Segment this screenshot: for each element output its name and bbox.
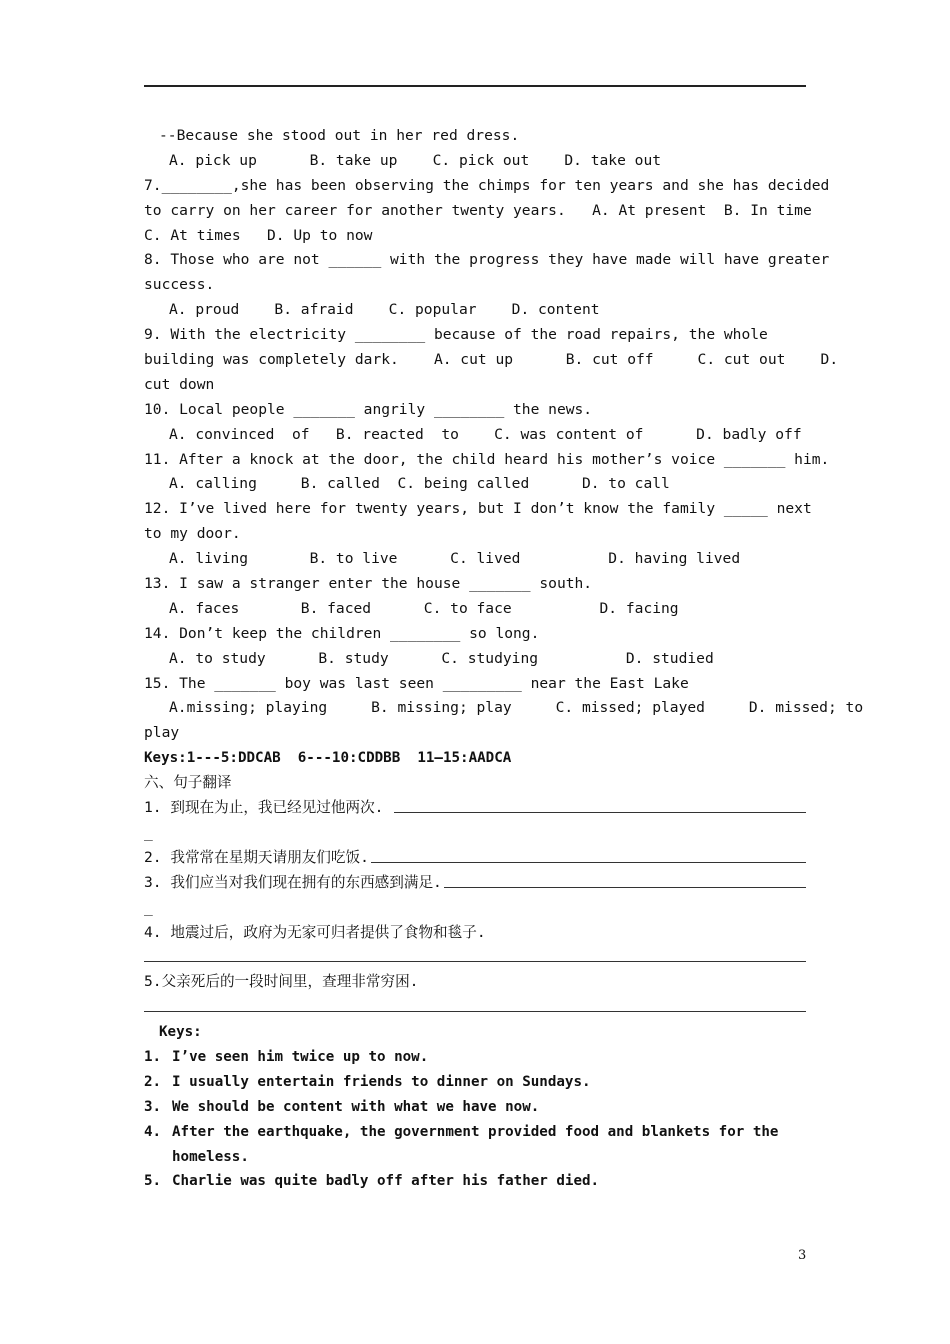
question-12-line: 12. I’ve lived here for twenty years, but I don’t know the family _____ next: [144, 500, 812, 518]
section-title: 六、句子翻译: [144, 774, 232, 792]
answer-text: homeless.: [172, 1148, 249, 1165]
question-12-options: A. living B. to live C. lived D. having lived: [169, 550, 741, 568]
question-15-options-wrap: play: [144, 724, 180, 742]
question-6-answer-line: --Because she stood out in her red dress.: [159, 127, 520, 144]
answer-blank[interactable]: [394, 796, 806, 813]
header-rule: [144, 85, 806, 87]
question-9-line: 9. With the electricity ________ because of the road repairs, the whole: [144, 326, 768, 344]
answer-blank-overflow: _: [144, 823, 153, 841]
translation-item-3: [144, 871, 806, 896]
answer-key-item-continued: [144, 1145, 806, 1170]
translation-item-5: 5.父亲死后的一段时间里，查理非常穷困.: [144, 973, 419, 991]
answer-key-item: [144, 1095, 806, 1120]
answer-number: 2.: [144, 1073, 162, 1090]
question-7-line: to carry on her career for another twenty years. A. At present B. In time: [144, 201, 812, 219]
answer-blank[interactable]: [144, 945, 806, 970]
question-6-options: A. pick up B. take up C. pick out D. take out: [169, 151, 662, 169]
translation-item-2: [144, 846, 806, 871]
multiple-choice-keys: Keys:1---5:DDCAB 6---10:CDDBB 11—15:AADCA: [144, 750, 512, 767]
question-8-line: success.: [144, 276, 215, 294]
question-9-line: building was completely dark. A. cut up B. cut off C. cut out D.: [144, 351, 839, 369]
answer-text: I usually entertain friends to dinner on Sundays.: [172, 1073, 591, 1090]
answer-blank[interactable]: [444, 871, 806, 888]
translation-prompt: 2. 我常常在星期天请朋友们吃饭.: [144, 848, 369, 866]
page-number: 3: [798, 1248, 807, 1263]
answer-text: We should be content with what we have now.: [172, 1098, 540, 1115]
answer-key-item: [144, 1045, 806, 1070]
answer-key-item: [144, 1070, 806, 1095]
answer-number: 5.: [144, 1173, 162, 1190]
question-8-options: A. proud B. afraid C. popular D. content: [169, 301, 600, 319]
answer-text: Charlie was quite badly off after his father died.: [172, 1173, 600, 1190]
question-9-line: cut down: [144, 375, 215, 393]
answer-number: 1.: [144, 1048, 162, 1065]
answer-key-item: [144, 1169, 806, 1194]
question-14-options: A. to study B. study C. studying D. studied: [169, 649, 714, 667]
answer-text: After the earthquake, the government provided food and blankets for the: [172, 1123, 779, 1140]
translation-prompt: 1. 到现在为止，我已经见过他两次.: [144, 799, 393, 817]
answer-key-item: [144, 1120, 806, 1145]
translation-item-1: [144, 796, 806, 821]
answer-number: 4.: [144, 1123, 162, 1140]
answer-key-heading: Keys:: [159, 1024, 202, 1041]
question-7-line: 7.________,she has been observing the chimps for ten years and she has decided: [144, 176, 830, 194]
answer-blank[interactable]: [371, 846, 806, 863]
answer-text: I’ve seen him twice up to now.: [172, 1048, 429, 1065]
question-15-line: 15. The _______ boy was last seen _________ near the East Lake: [144, 674, 689, 692]
question-11-line: 11. After a knock at the door, the child heard his mother’s voice _______ him.: [144, 450, 830, 468]
question-11-options: A. calling B. called C. being called D. to call: [169, 475, 670, 493]
question-12-line: to my door.: [144, 525, 241, 543]
question-10-line: 10. Local people _______ angrily ________ the news.: [144, 400, 593, 418]
question-13-options: A. faces B. faced C. to face D. facing: [169, 599, 679, 617]
question-14-line: 14. Don’t keep the children ________ so long.: [144, 624, 540, 642]
worksheet-body: [144, 124, 864, 1194]
translation-item-4: 4. 地震过后，政府为无家可归者提供了食物和毯子.: [144, 923, 486, 941]
question-8-line: 8. Those who are not ______ with the progress they have made will have greater: [144, 251, 830, 269]
question-7-line: C. At times D. Up to now: [144, 226, 373, 244]
question-13-line: 13. I saw a stranger enter the house _______ south.: [144, 575, 593, 593]
answer-blank-overflow: _: [144, 898, 153, 916]
question-15-options: A.missing; playing B. missing; play C. missed; played D. missed; to: [169, 699, 864, 717]
answer-number: 3.: [144, 1098, 162, 1115]
translation-prompt: 3. 我们应当对我们现在拥有的东西感到满足.: [144, 873, 442, 891]
question-10-options: A. convinced of B. reacted to C. was content of D. badly off: [169, 425, 802, 443]
answer-blank[interactable]: [144, 995, 806, 1020]
